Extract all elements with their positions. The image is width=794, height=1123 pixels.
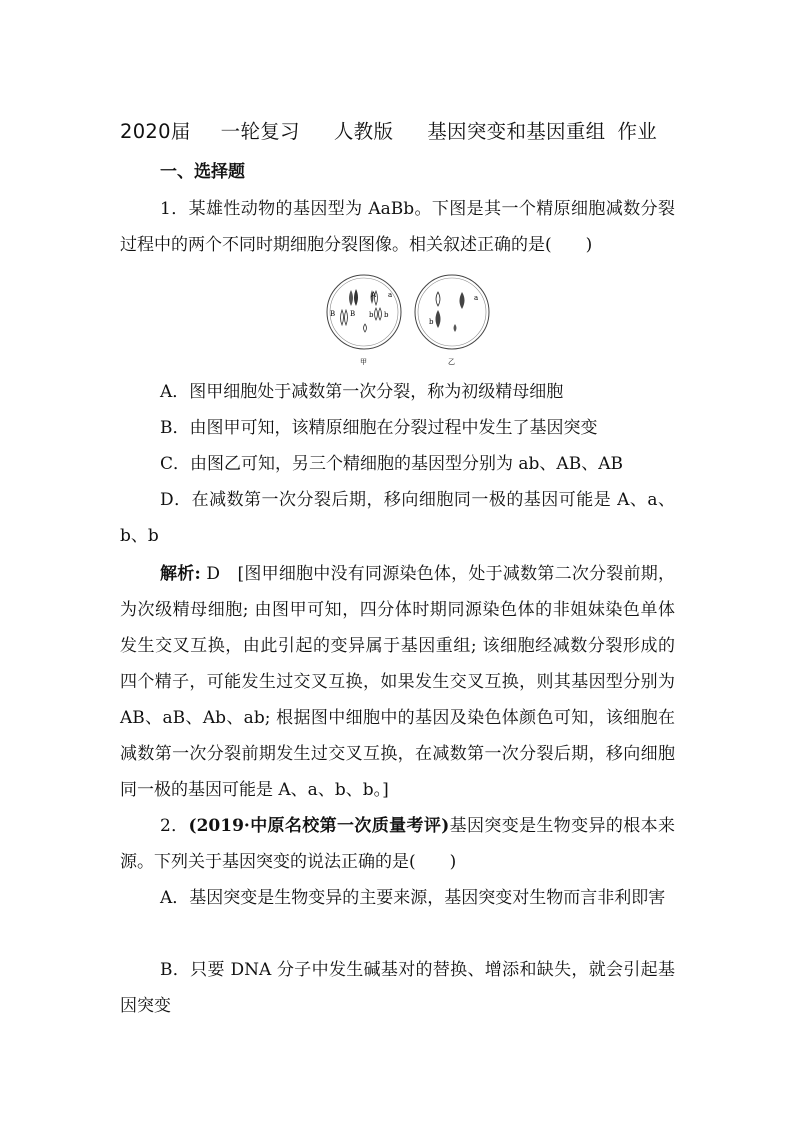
figure-caption-yi: 乙	[448, 358, 455, 366]
chromosome-shape	[379, 308, 382, 320]
question-1-stem: 1．某雄性动物的基因型为 AaBb。下图是其一个精原细胞减数分裂过程中的两个不同时期细胞分裂图像。相关叙述正确的是( )	[120, 199, 675, 255]
title-type: 作业	[617, 120, 658, 143]
analysis-text: D [图甲细胞中没有同源染色体，处于减数第二次分裂前期，为次级精母细胞; 由图甲可知，四分体时期同源染色体的非姐妹染色单体发生交叉互换，由此引起的变异属于基因重组; 该细胞经减数分裂形成的四个精子，可能发生过交叉互换，如果发生交叉互换，则其基因型分别为 AB、aB、Ab、ab; 根据图中细胞中的基因及染色体颜色可知，该细胞在减数第一次分裂前期发生过交叉互换，在减数第一次分裂后期，移向细胞同一极的基因可能是 A、a、b、b。]	[120, 564, 675, 800]
question-1-option-b: B．由图甲可知，该精原细胞在分裂过程中发生了基因突变	[160, 418, 598, 438]
gene-label: A	[371, 291, 377, 299]
chromosome-shape	[345, 310, 348, 325]
section-title: 一、选择题	[160, 162, 245, 182]
chromosome-shape	[375, 308, 378, 320]
chromosome-shape	[454, 324, 457, 332]
question-1-option-c: C．由图乙可知，另三个精细胞的基因型分别为 ab、AB、AB	[160, 454, 623, 474]
chromosome-shape	[436, 310, 441, 328]
gene-label: B	[330, 310, 336, 318]
chromosome-shape	[364, 324, 367, 332]
question-1-option-d: D．在减数第一次分裂后期，移向细胞同一极的基因可能是 A、a、b、b	[120, 490, 675, 546]
cell-yi	[415, 275, 489, 366]
gene-label: B	[350, 310, 356, 318]
chromosome-shape	[460, 292, 465, 309]
analysis-label: 解析:	[160, 564, 201, 584]
question-2-option-b: B．只要 DNA 分子中发生碱基对的替换、增添和缺失，就会引起基因突变	[120, 960, 675, 1016]
cell-jia	[327, 275, 401, 366]
chromosome-shape	[354, 289, 358, 306]
chromosome-shape	[349, 290, 353, 306]
gene-label: b	[384, 311, 389, 319]
title-edition: 人教版	[333, 120, 394, 143]
figure-caption-jia: 甲	[360, 358, 367, 366]
question-1-analysis	[120, 556, 675, 808]
question-2-stem-text: 基因突变是生物变异的根本来源。下列关于基因突变的说法正确的是( )	[120, 816, 675, 872]
question-2-stem	[120, 808, 675, 880]
title-year: 2020届	[120, 120, 191, 143]
question-2-source: (2019·中原名校第一次质量考评)	[188, 816, 450, 836]
cell-division-figure	[324, 270, 494, 370]
title-review: 一轮复习	[220, 120, 300, 143]
gene-label: b	[369, 311, 374, 319]
question-1-option-a: A．图甲细胞处于减数第一次分裂，称为初级精母细胞	[160, 382, 564, 402]
gene-label: b	[429, 318, 434, 326]
question-2-option-a: A．基因突变是生物变异的主要来源，基因突变对生物而言非利即害	[160, 888, 666, 908]
gene-label: a	[388, 291, 393, 299]
chromosome-shape	[436, 292, 440, 306]
gene-label: a	[474, 294, 479, 302]
chromosome-shape	[341, 310, 344, 325]
question-2-number: 2．	[160, 816, 189, 836]
document-title	[120, 116, 690, 144]
title-topic: 基因突变和基因重组	[427, 120, 606, 143]
